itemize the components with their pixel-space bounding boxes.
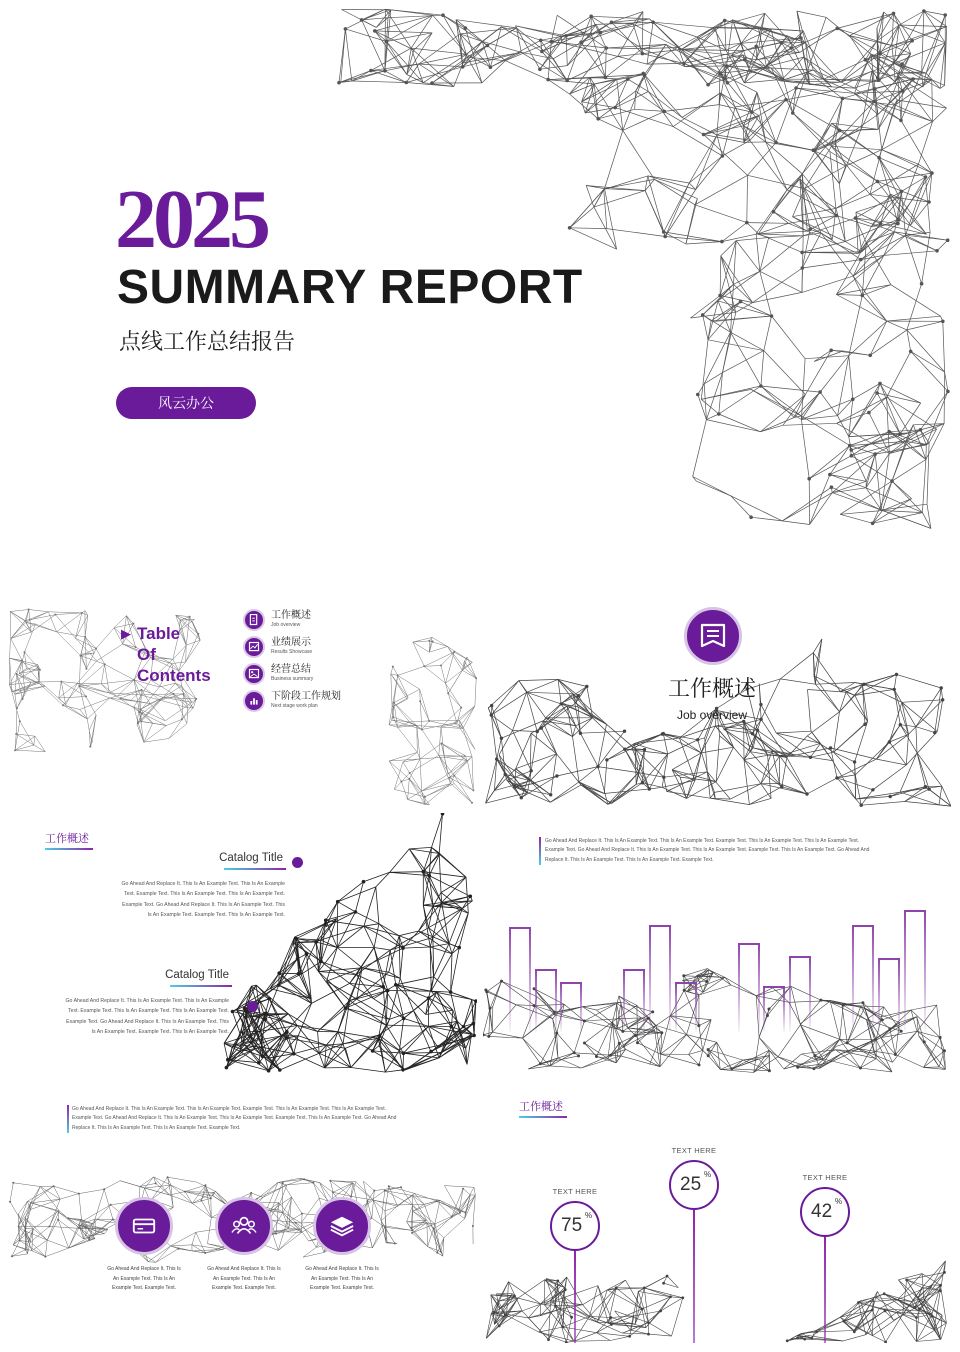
section-title: 工作概述 (667, 676, 756, 701)
bar-edge (904, 910, 926, 912)
toc-item-icon-ring (243, 663, 265, 685)
toc-slide (9, 545, 477, 807)
toc-item-subtitle: Business summary (271, 676, 314, 682)
text-line: Go Ahead And Replace It. This Is (305, 1266, 379, 1272)
toc-item-title: 经营总结 (271, 664, 311, 675)
bar-edge (878, 958, 880, 1032)
stat-unit: % (835, 1197, 843, 1206)
catalog-item-2-text (9, 996, 229, 1037)
bar-edge (675, 982, 677, 1032)
chart-icon (245, 638, 263, 656)
text-line: Go Ahead And Replace It. This Is An Example Text. This Is An Example Text. Example Text. This Is An Example Text. This Is An Example Text. (545, 838, 860, 844)
stat-stem (693, 1210, 695, 1343)
text-line: Text. Example Text. This Is An Example Text. This Is An Example Text. (124, 891, 285, 898)
text-line: Example Text. Example Text. (211, 1285, 276, 1291)
toc-item[interactable] (243, 663, 443, 690)
bar-edge (643, 969, 645, 1032)
bar-edge (738, 943, 760, 945)
text-line: An Example Text. This Is An (212, 1275, 276, 1282)
catalog-item-1-title: Catalog Title (219, 852, 283, 864)
stats-slide (483, 1081, 951, 1343)
cover-slide (9, 9, 951, 539)
bar-edge (758, 943, 760, 1032)
toc-item-subtitle: Next stage work plan (271, 703, 318, 709)
toc-item-icon-ring (243, 690, 265, 712)
toc-item-subtitle: Job overview (271, 622, 301, 628)
text-line: Go Ahead And Replace It. This Is An Example Text. This Is An Example (65, 998, 229, 1004)
bar (649, 925, 671, 1032)
catalog-dot-2 (247, 1001, 258, 1012)
bar-edge (695, 982, 697, 1032)
text-line: Example Text. Example Text. (111, 1285, 176, 1291)
feature-icon-ring (313, 1197, 371, 1255)
text-line: Go Ahead And Replace It. This Is An Example Text. This Is An Example Text. Example Text. This Is An Example Text. This Is An Example Text. (72, 1106, 387, 1112)
text-line: Go Ahead And Replace It. This Is (207, 1266, 281, 1272)
bar (852, 925, 874, 1032)
catalog-dot-1 (292, 857, 303, 868)
stat-label: TEXT HERE (671, 1146, 717, 1155)
tag-underline (45, 848, 93, 850)
bar-edge (623, 969, 625, 1032)
catalog-item-2-title: Catalog Title (165, 969, 229, 981)
text-line: Text. Example Text. This Is An Example Text. This Is An Example Text. (68, 1008, 229, 1015)
text-line: Is An Example Text. Example Text. This Is An Example Text. (91, 1028, 229, 1035)
text-line: Example Text. Go Ahead And Replace It. This Is An Example Text. This (122, 901, 285, 908)
toc-item[interactable] (243, 690, 443, 717)
bar-edge (898, 958, 900, 1032)
bars-text-marker (539, 837, 541, 865)
toc-marker: ▶ (121, 626, 131, 641)
bookmark-icon (687, 610, 739, 662)
features-slide (9, 1081, 477, 1343)
bar-edge (623, 969, 645, 971)
feature-text (287, 1265, 397, 1294)
cover-year: 2025 (115, 173, 267, 266)
stat-value: 42 (811, 1201, 833, 1222)
section-icon-ring (684, 607, 742, 665)
team-icon (218, 1200, 270, 1252)
text-line: Is An Example Text. Example Text. This Is An Example Text. (147, 911, 285, 918)
stat-stem (574, 1251, 576, 1343)
toc-item-title: 工作概述 (271, 610, 311, 621)
bar-edge (789, 956, 791, 1032)
document-icon (245, 611, 263, 629)
catalog-item-1-text (45, 879, 285, 920)
bar-edge (783, 986, 785, 1032)
bar-edge (924, 910, 926, 1032)
bar-edge (789, 956, 811, 958)
toc-heading-line-1: Table (137, 624, 181, 643)
text-line: Example Text. Go Ahead And Replace It. This Is An Example Text. This (66, 1018, 229, 1025)
catalog-tag: 工作概述 (45, 833, 89, 845)
cover-subtitle: 点线工作总结报告 (119, 329, 296, 354)
stat-value: 25 (680, 1174, 702, 1195)
text-line: Go Ahead And Replace It. This Is (107, 1266, 181, 1272)
bar-edge (675, 982, 697, 984)
bar-edge (763, 986, 765, 1032)
layers-icon (316, 1200, 368, 1252)
bar (509, 927, 531, 1032)
bar-edge (738, 943, 740, 1032)
feature-text (89, 1265, 199, 1294)
bar (789, 956, 811, 1032)
toc-item-title: 业绩展示 (271, 637, 311, 648)
catalog-item-2-underline (170, 985, 232, 987)
bar-edge (872, 925, 874, 1032)
toc-item[interactable] (243, 636, 443, 663)
bar-edge (852, 925, 874, 927)
toc-item-subtitle: Results Showcase (271, 649, 313, 655)
bar-edge (529, 927, 531, 1032)
tag-underline (519, 1116, 567, 1118)
bar (738, 943, 760, 1032)
stat-label: TEXT HERE (552, 1187, 598, 1196)
bar-edge (763, 986, 785, 988)
bar-edge (555, 969, 557, 1032)
catalog-item-1-underline (224, 868, 286, 870)
section-slide (483, 545, 951, 807)
catalog-slide (9, 813, 477, 1075)
bar (878, 958, 900, 1032)
bar-edge (649, 925, 651, 1032)
stat-ring (550, 1201, 600, 1251)
stat-label: TEXT HERE (802, 1173, 848, 1182)
cover-title: SUMMARY REPORT (117, 261, 583, 314)
bar (535, 969, 557, 1032)
toc-item-title: 下阶段工作规划 (271, 691, 341, 702)
bar-edge (509, 927, 531, 929)
text-line: An Example Text. This Is An (112, 1275, 176, 1282)
bar-edge (669, 925, 671, 1032)
cover-button[interactable]: 风云办公 (116, 387, 256, 419)
card-icon (118, 1200, 170, 1252)
feature-text (189, 1265, 299, 1294)
text-line: Replace It. This Is An Example Text. This Is An Example Text. Example Text. (545, 856, 714, 863)
stat-unit: % (585, 1211, 593, 1220)
feature-icon-ring (215, 1197, 273, 1255)
stat-unit: % (704, 1170, 712, 1179)
toc-heading (137, 623, 211, 686)
text-line: Go Ahead And Replace It. This Is An Example Text. This Is An Example (121, 881, 285, 887)
bar (675, 982, 697, 1032)
bar-edge (535, 969, 557, 971)
text-line: Replace It. This Is An Example Text. This Is An Example Text. Example Text. (72, 1124, 241, 1131)
toc-list (243, 609, 443, 717)
bar-edge (560, 982, 582, 984)
toc-item[interactable] (243, 609, 443, 636)
stat-stem (824, 1237, 826, 1343)
text-line: Example Text. Go Ahead And Replace It. This Is An Example Text. This Is An Example Text. Example Text. This Is An Example Text. Go Ahead And (72, 1115, 397, 1122)
features-description (72, 1105, 472, 1133)
bar-chart (483, 887, 951, 1032)
text-line: Example Text. Example Text. (309, 1285, 374, 1291)
toc-item-icon-ring (243, 636, 265, 658)
text-line: An Example Text. This Is An (310, 1275, 374, 1282)
bar-edge (560, 982, 562, 1032)
toc-heading-line-2: Of (137, 645, 156, 664)
stats-tag: 工作概述 (519, 1101, 563, 1113)
bars-description (545, 837, 945, 865)
bar-edge (809, 956, 811, 1032)
stat-ring (800, 1187, 850, 1237)
text-line: Example Text. Go Ahead And Replace It. This Is An Example Text. This Is An Example Text. Example Text. This Is An Example Text. Go Ahead And (545, 847, 870, 854)
bar (763, 986, 785, 1032)
stat-ring (669, 1160, 719, 1210)
bars-slide (483, 813, 951, 1075)
bar-edge (649, 925, 671, 927)
bar-edge (535, 969, 537, 1032)
bar (623, 969, 645, 1032)
bar-edge (852, 925, 854, 1032)
bar-edge (509, 927, 511, 1032)
feature-icon-ring (115, 1197, 173, 1255)
stat-value: 75 (561, 1215, 583, 1236)
bar (904, 910, 926, 1032)
bar-edge (878, 958, 900, 960)
toc-item-icon-ring (243, 609, 265, 631)
bar-chart-icon (245, 692, 263, 710)
features-text-marker (67, 1105, 69, 1133)
section-subtitle: Job overview (676, 708, 748, 722)
toc-heading-line-3: Contents (137, 666, 211, 685)
image-icon (245, 665, 263, 683)
bar-edge (904, 910, 906, 1032)
bar-edge (580, 982, 582, 1032)
bar (560, 982, 582, 1032)
